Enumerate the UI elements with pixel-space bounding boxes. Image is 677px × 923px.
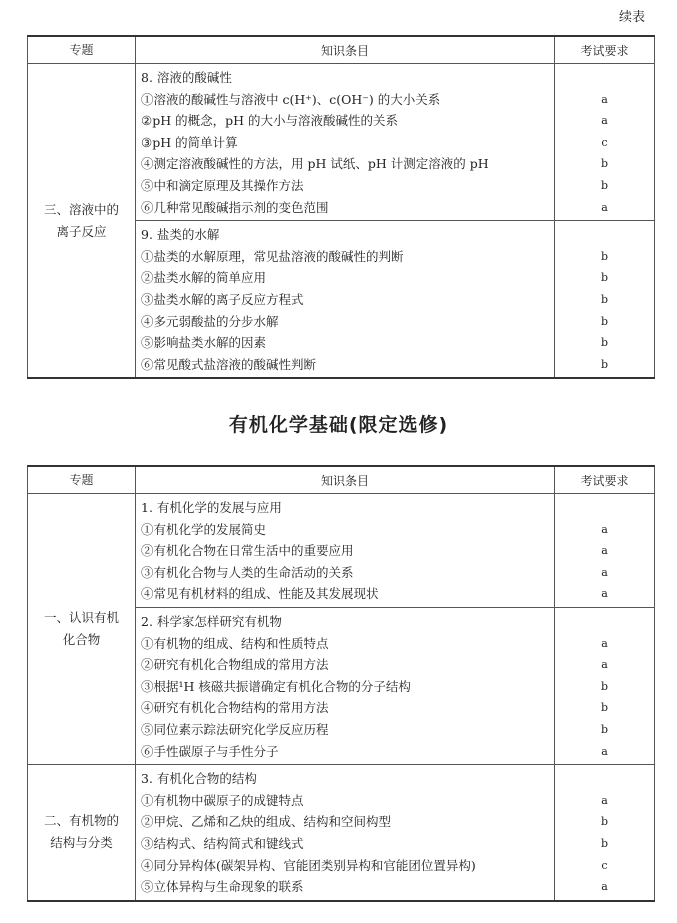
syllabus-table-1 [27,35,655,379]
requirement-level: a [601,587,608,601]
blank [555,497,654,519]
knowledge-item: ①有机物中碳原子的成键特点 [141,792,304,808]
knowledge-item: ②甲烷、乙烯和乙炔的组成、结构和空间构型 [141,814,392,830]
continued-label: 续表 [618,10,645,25]
requirement-level: a [601,200,608,214]
requirement-level: b [600,271,609,285]
requirement-level: b [600,357,609,371]
requirement-level: b [600,815,609,829]
topic-cell [28,64,136,379]
requirement-level: a [601,793,608,807]
knowledge-item: ④同分异构体(碳架异构、官能团类别异构和官能团位置异构) [141,857,476,873]
topic-cell [28,494,136,765]
knowledge-item: ①有机化学的发展简史 [141,521,267,537]
column-header: 专题 [28,466,136,494]
knowledge-item: ③pH 的简单计算 [141,134,238,150]
requirement-cell [555,765,655,901]
knowledge-item: ⑤中和滴定原理及其操作方法 [141,177,304,193]
topic-text: 结构与分类 [50,835,113,851]
knowledge-item: ③盐类水解的离子反应方程式 [141,291,304,307]
requirement-level: a [601,544,608,558]
blank [555,67,654,89]
section-heading: 3. 有机化合物的结构 [141,771,257,787]
knowledge-item: ①溶液的酸碱性与溶液中 c(H⁺)、c(OH⁻) 的大小关系 [141,91,441,107]
blank [555,768,654,790]
knowledge-cell [136,765,555,901]
requirement-level: b [600,679,609,693]
knowledge-item: ③根据¹H 核磁共振谱确定有机化合物的分子结构 [141,678,411,694]
column-header: 知识条目 [136,36,555,64]
column-header: 考试要求 [555,466,655,494]
knowledge-item: ⑥常见酸式盐溶液的酸碱性判断 [141,356,317,372]
section-heading: 9. 盐类的水解 [141,227,220,243]
requirement-cell [555,221,655,379]
requirement-cell [555,607,655,764]
knowledge-cell [136,64,555,221]
section-title: 有机化学基础(限定选修) [228,414,449,436]
table-row [28,765,655,901]
requirement-level: c [601,858,608,872]
knowledge-item: ⑤影响盐类水解的因素 [141,335,267,351]
requirement-level: b [600,701,609,715]
knowledge-item: ④研究有机化合物结构的常用方法 [141,700,329,716]
knowledge-item: ①有机物的组成、结构和性质特点 [141,635,329,651]
requirement-level: a [601,744,608,758]
requirement-level: b [600,249,609,263]
column-header: 知识条目 [136,466,555,494]
table-row [28,494,655,608]
knowledge-cell [136,494,555,608]
blank [555,224,654,246]
knowledge-item: ③有机化合物与人类的生命活动的关系 [141,564,354,580]
column-header: 专题 [28,36,136,64]
knowledge-item: ⑥几种常见酸碱指示剂的变色范围 [141,199,329,215]
column-header: 考试要求 [555,36,655,64]
knowledge-item: ④测定溶液酸碱性的方法，用 pH 试纸、pH 计测定溶液的 pH [141,156,489,172]
knowledge-item: ②研究有机化合物组成的常用方法 [141,657,329,673]
section-heading: 2. 科学家怎样研究有机物 [141,613,282,629]
knowledge-item: ⑤同位素示踪法研究化学反应历程 [141,721,329,737]
knowledge-item: ②盐类水解的简单应用 [141,270,267,286]
requirement-level: a [601,658,608,672]
topic-cell [28,765,136,901]
requirement-level: a [601,880,608,894]
requirement-level: b [600,292,609,306]
table-row [28,64,655,221]
knowledge-item: ①盐类的水解原理，常见盐溶液的酸碱性的判断 [141,248,404,264]
topic-text: 化合物 [62,632,101,648]
section-heading: 1. 有机化学的发展与应用 [141,500,282,515]
knowledge-item: ②有机化合物在日常生活中的重要应用 [141,543,354,559]
requirement-level: a [601,522,608,536]
requirement-level: a [601,92,608,106]
requirement-level: b [600,722,609,736]
requirement-level: a [601,114,608,128]
requirement-level: b [600,314,609,328]
syllabus-table-2 [27,465,655,902]
knowledge-item: ④多元弱酸盐的分步水解 [141,313,279,329]
knowledge-cell [136,221,555,379]
knowledge-item: ⑤立体异构与生命现象的联系 [141,879,304,895]
blank [555,611,654,633]
topic-text: 二、有机物的 [43,813,119,829]
knowledge-item: ③结构式、结构简式和键线式 [141,835,304,851]
requirement-level: a [601,565,608,579]
knowledge-item: ④常见有机材料的组成、性能及其发展现状 [141,586,379,602]
topic-text: 一、认识有机 [43,610,119,626]
topic-text: 三、溶液中的 [43,201,119,217]
knowledge-cell [136,607,555,764]
requirement-level: b [600,336,609,350]
knowledge-item: ②pH 的概念，pH 的大小与溶液酸碱性的关系 [141,113,398,129]
requirement-cell [555,494,655,608]
topic-text: 离子反应 [56,223,107,239]
requirement-level: b [600,157,609,171]
requirement-level: b [600,836,609,850]
requirement-level: b [600,178,609,192]
requirement-cell [555,64,655,221]
knowledge-item: ⑥手性碳原子与手性分子 [141,743,279,759]
requirement-level: c [601,135,608,149]
section-heading: 8. 溶液的酸碱性 [141,70,232,85]
requirement-level: a [601,636,608,650]
